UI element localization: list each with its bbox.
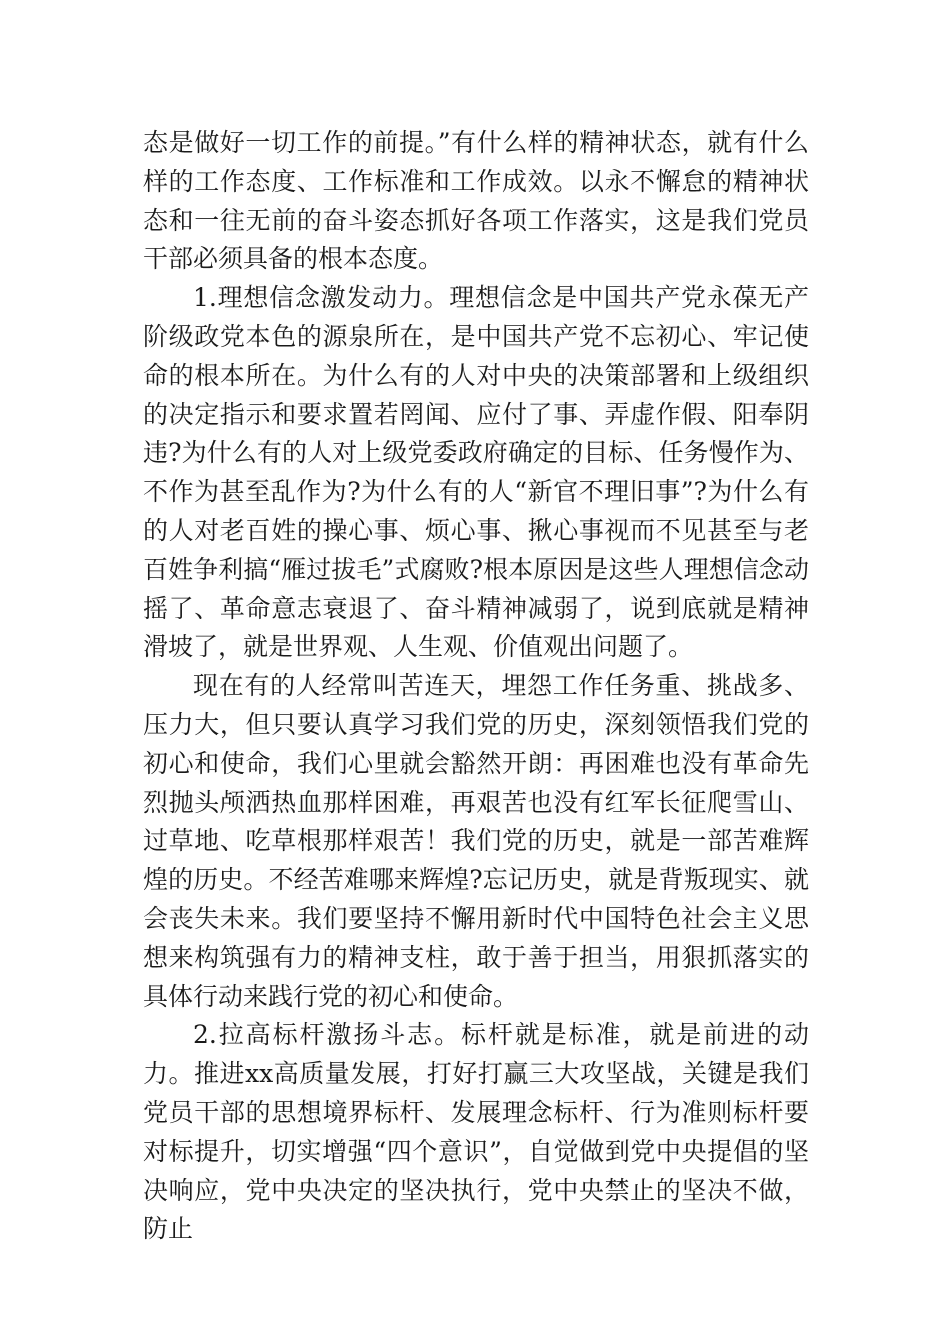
paragraph-party-history: 现在有的人经常叫苦连天，埋怨工作任务重、挑战多、压力大，但只要认真学习我们党的历史，深刻领悟我们党的初心和使命，我们心里就会豁然开朗：再困难也没有革命先烈抛头颅洒热血那样困难，再艰苦也没有红军长征爬雪山、过草地、吃草根那样艰苦！我们党的历史，就是一部苦难辉煌的历史。不经苦难哪来辉煌?忘记历史，就是背叛现实、就会丧失未来。我们要坚持不懈用新时代中国特色社会主义思想来构筑强有力的精神支柱，敢于善于担当，用狠抓落实的具体行动来践行党的初心和使命。 <box>143 671 809 1011</box>
paragraph-continuation: 态是做好一切工作的前提。”有什么样的精神状态，就有什么样的工作态度、工作标准和工作成效。以永不懈怠的精神状态和一往无前的奋斗姿态抓好各项工作落实，这是我们党员干部必须具备的根本态度。 <box>143 128 809 274</box>
document-body <box>143 124 809 1249</box>
paragraph-raise-benchmarks: 2.拉高标杆激扬斗志。标杆就是标准，就是前进的动力。推进xx高质量发展，打好打赢三大攻坚战，关键是我们党员干部的思想境界标杆、发展理念标杆、行为准则标杆要对标提升，切实增强“四个意识”，自觉做到党中央提倡的坚决响应，党中央决定的坚决执行，党中央禁止的坚决不做，防止 <box>143 1020 809 1244</box>
paragraph-ideals-and-beliefs: 1.理想信念激发动力。理想信念是中国共产党永葆无产阶级政党本色的源泉所在，是中国共产党不忘初心、牢记使命的根本所在。为什么有的人对中央的决策部署和上级组织的决定指示和要求置若罔闻、应付了事、弄虚作假、阳奉阴违?为什么有的人对上级党委政府确定的目标、任务慢作为、不作为甚至乱作为?为什么有的人“新官不理旧事”?为什么有的人对老百姓的操心事、烦心事、揪心事视而不见甚至与老百姓争利搞“雁过拔毛”式腐败?根本原因是这些人理想信念动摇了、革命意志衰退了、奋斗精神减弱了，说到底就是精神滑坡了，就是世界观、人生观、价值观出问题了。 <box>143 283 809 662</box>
